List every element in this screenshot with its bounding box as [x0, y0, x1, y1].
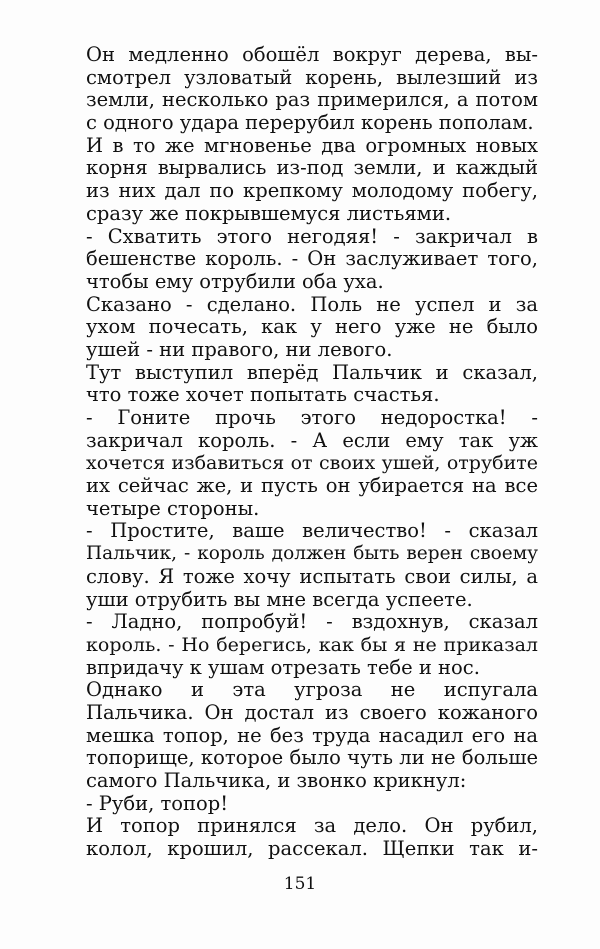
- text-line: что тоже хочет попытать счастья.: [86, 383, 440, 407]
- text-line: И топор принялся за дело. Он рубил,: [86, 814, 538, 838]
- text-line: - Ладно, попробуй! - вздохнув, сказал: [86, 610, 538, 634]
- body-text: [86, 44, 538, 861]
- text-line: Сказано - сделано. Поль не успел и за: [86, 292, 538, 316]
- text-line: топорище, которое было чуть ли не больше: [86, 746, 538, 770]
- text-line: самого Пальчика, и звонко крикнул:: [86, 769, 467, 792]
- text-line: впридачу к ушам отрезать тебе и нос.: [86, 655, 480, 679]
- text-line: из них дал по крепкому молодому побегу,: [86, 179, 538, 203]
- text-line: король. - Но берегись, как бы я не приказал: [86, 633, 538, 656]
- text-line: сразу же покрывшемуся листьями.: [86, 201, 452, 225]
- text-line: ушей - ни правого, ни левого.: [86, 337, 393, 361]
- text-line: слову. Я тоже хочу испытать свои силы, а: [86, 564, 538, 588]
- text-line: чтобы ему отрубили оба уха.: [86, 269, 384, 293]
- text-line: четыре стороны.: [86, 496, 260, 520]
- text-line: - Схватить этого негодяя! - закричал в: [86, 224, 538, 248]
- text-line: Однако и эта угроза не испугала: [86, 678, 538, 702]
- text-line: с одного удара перерубил корень пополам.: [86, 111, 534, 135]
- text-line: - Гоните прочь этого недоростка! -: [86, 406, 538, 429]
- text-line: Пальчик, - король должен быть верен своему: [86, 543, 538, 565]
- text-line: хочется избавиться от своих ушей, отрубите: [86, 452, 538, 475]
- text-line: ухом почесать, как у него уже не было: [86, 315, 538, 339]
- text-line: бешенстве король. - Он заслуживает того,: [86, 247, 538, 271]
- text-line: - Простите, ваше величество! - сказал: [86, 519, 538, 543]
- text-line: Он медленно обошёл вокруг дерева, вы-: [86, 43, 538, 66]
- text-line: Пальчика. Он достал из своего кожаного: [86, 700, 538, 724]
- text-line: закричал король. - А если ему так уж: [86, 428, 538, 452]
- page-number: 151: [283, 874, 317, 894]
- text-line: И в то же мгновенье два огромных новых: [86, 133, 538, 157]
- text-line: корня вырвались из-под земли, и каждый: [86, 156, 538, 180]
- text-line: - Руби, топор!: [86, 791, 229, 815]
- text-line: колол, крошил, рассекал. Щепки так и-: [86, 837, 538, 861]
- text-line: уши отрубить вы мне всегда успеете.: [86, 587, 473, 611]
- text-line: Тут выступил вперёд Пальчик и сказал,: [86, 360, 538, 384]
- text-line: их сейчас же, и пусть он убирается на все: [86, 474, 538, 498]
- text-line: земли, несколько раз примерился, а потом: [86, 88, 538, 112]
- text-line: мешка топор, не без труда насадил его на: [86, 723, 538, 747]
- text-line: смотрел узловатый корень, вылезший из: [86, 65, 538, 89]
